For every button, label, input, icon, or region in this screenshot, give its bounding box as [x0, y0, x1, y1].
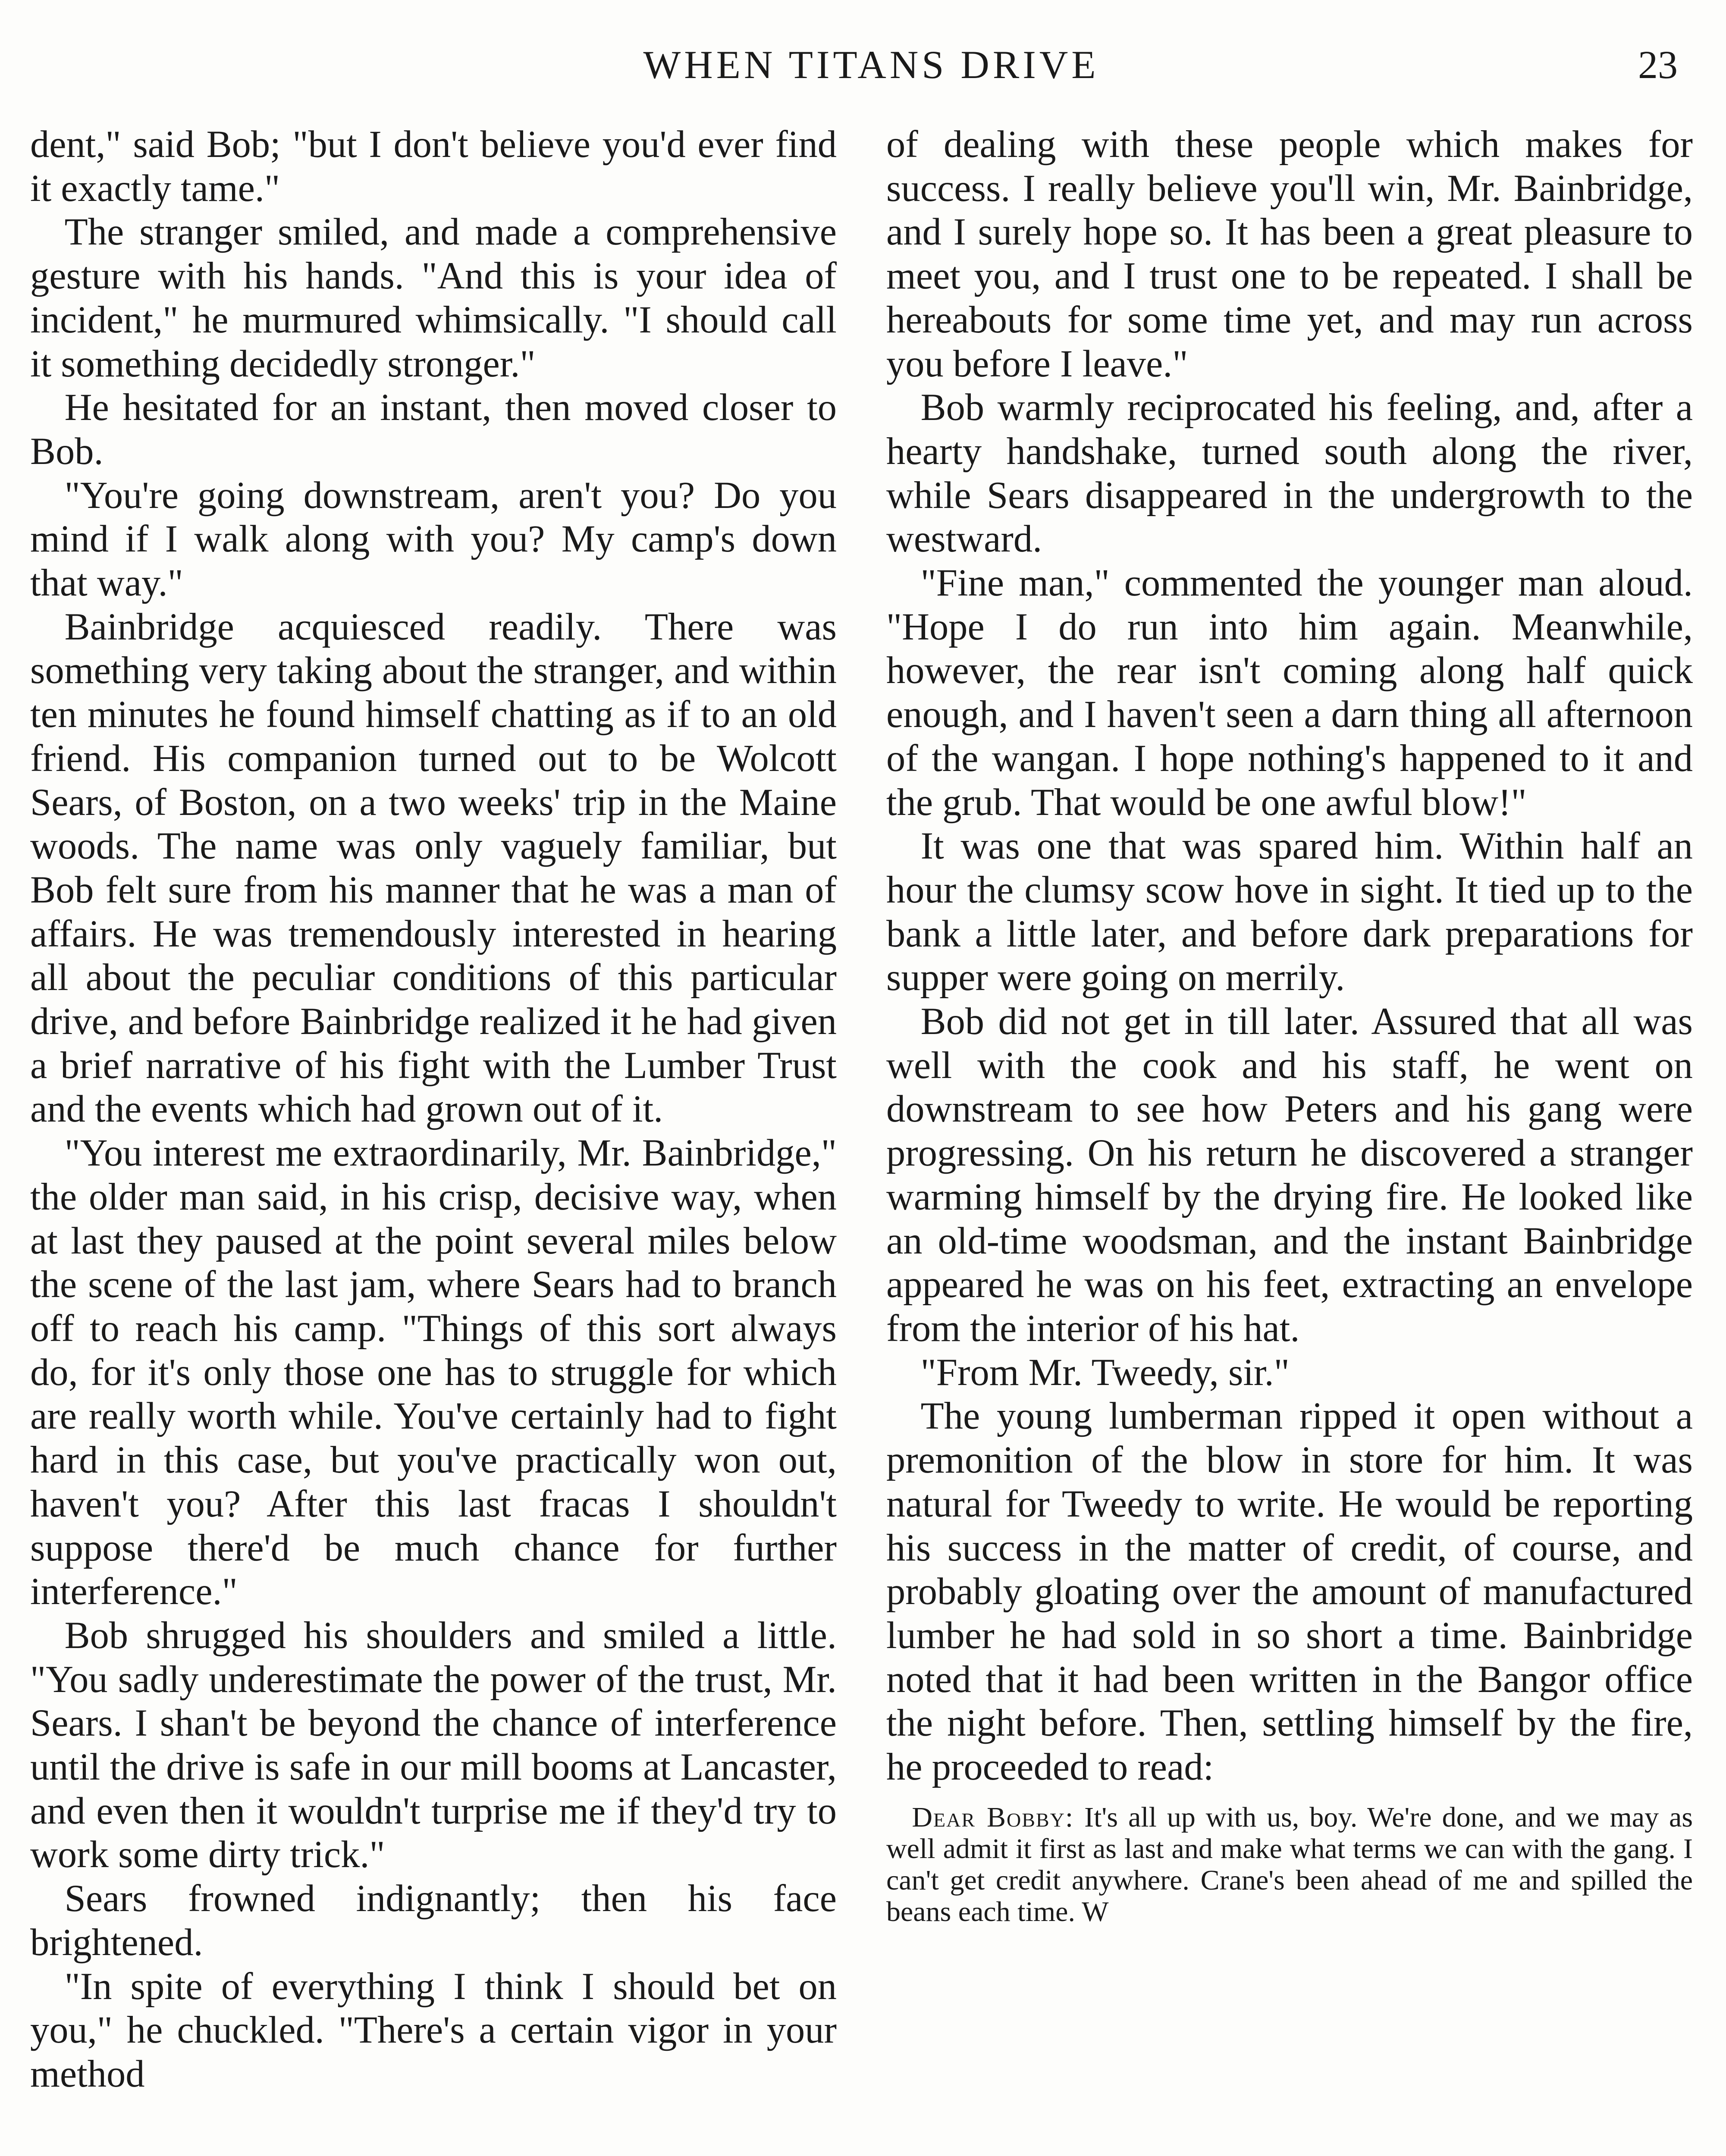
paragraph: Sears frowned indignantly; then his face brightened.: [30, 1877, 837, 1964]
paragraph: of dealing with these people which makes for success. I really believe you'll win, Mr. Bainbridge, and I surely hope so. It has been a great pleasure to meet you, and I trust one to be repeated. I shall be hereabouts for some time yet, and may run across you before I leave.": [886, 123, 1693, 385]
letter-excerpt: [886, 1802, 1693, 1927]
running-title: WHEN TITANS DRIVE: [643, 43, 1099, 87]
paragraph: Bob shrugged his shoulders and smiled a little. "You sadly underestimate the power of the trust, Mr. Sears. I shan't be beyond the chance of interference until the drive is safe in our mill booms at Lancaster, and even then it wouldn't turprise me if they'd try to work some dirty trick.": [30, 1614, 837, 1876]
paragraph: The young lumberman ripped it open without a premonition of the blow in store for him. It was natural for Tweedy to write. He would be reporting his success in the matter of credit, of course, and probably gloating over the amount of manufactured lumber he had sold in so short a time. Bainbridge noted that it had been written in the Bangor office the night before. Then, settling himself by the fire, he proceeded to read:: [886, 1395, 1693, 1789]
paragraph: Bob warmly reciprocated his feeling, and, after a hearty handshake, turned south along the river, while Sears disappeared in the undergrowth to the westward.: [886, 386, 1693, 561]
paragraph: "From Mr. Tweedy, sir.": [920, 1351, 1290, 1394]
paragraph: "You interest me extraordinarily, Mr. Bainbridge," the older man said, in his crisp, decisive way, when at last they paused at the point several miles below the scene of the last jam, where Sears had to branch off to reach his camp. "Things of this sort always do, for it's only those one has to struggle for which are really worth while. You've certainly had to fight hard in this case, but you've practically won out, haven't you? After this last fracas I shouldn't suppose there'd be much chance for further interference.": [30, 1132, 837, 1613]
paragraph: dent," said Bob; "but I don't believe you'd ever find it exactly tame.": [30, 123, 837, 210]
paragraph: Bob did not get in till later. Assured that all was well with the cook and his staff, he went on downstream to see how Peters and his gang were progressing. On his return he discovered a stranger warming himself by the drying fire. He looked like an old-time woodsman, and the instant Bainbridge appeared he was on his feet, extracting an envelope from the interior of his hat.: [886, 1000, 1693, 1350]
paragraph: The stranger smiled, and made a comprehensive gesture with his hands. "And this is your idea of incident," he murmured whimsically. "I should call it something decidedly stronger.": [30, 211, 837, 385]
paragraph: He hesitated for an instant, then moved closer to Bob.: [30, 386, 837, 473]
letter-salutation: Dear Bobby:: [912, 1801, 1074, 1833]
letter-body: It's all up with us, boy. We're done, and we may as well admit it first as last and make what terms we can with the gang. I can't get credit anywhere. Crane's been ahead of me and spilled the beans each time. W: [886, 1801, 1693, 1927]
paragraph: "You're going downstream, aren't you? Do you mind if I walk along with you? My camp's down that way.": [30, 474, 837, 605]
left-column: [30, 123, 837, 2096]
paragraph: "Fine man," commented the younger man aloud. "Hope I do run into him again. Meanwhile, however, the rear isn't coming along half quick enough, and I haven't seen a darn thing all afternoon of the wangan. I hope nothing's happened to it and the grub. That would be one awful blow!": [886, 562, 1693, 824]
paragraph: Bainbridge acquiesced readily. There was something very taking about the stranger, and within ten minutes he found himself chatting as if to an old friend. His companion turned out to be Wolcott Sears, of Boston, on a two weeks' trip in the Maine woods. The name was only vaguely familiar, but Bob felt sure from his manner that he was a man of affairs. He was tremendously interested in hearing all about the peculiar conditions of this particular drive, and before Bainbridge realized it he had given a brief narrative of his fight with the Lumber Trust and the events which had grown out of it.: [30, 605, 837, 1131]
right-column: [886, 123, 1693, 1927]
page-number: 23: [1638, 43, 1678, 87]
paragraph: It was one that was spared him. Within half an hour the clumsy scow hove in sight. It tied up to the bank a little later, and before dark preparations for supper were going on merrily.: [886, 825, 1693, 999]
paragraph: "In spite of everything I think I should bet on you," he chuckled. "There's a certain vigor in your method: [30, 1965, 837, 2095]
page-header: [65, 41, 1678, 88]
